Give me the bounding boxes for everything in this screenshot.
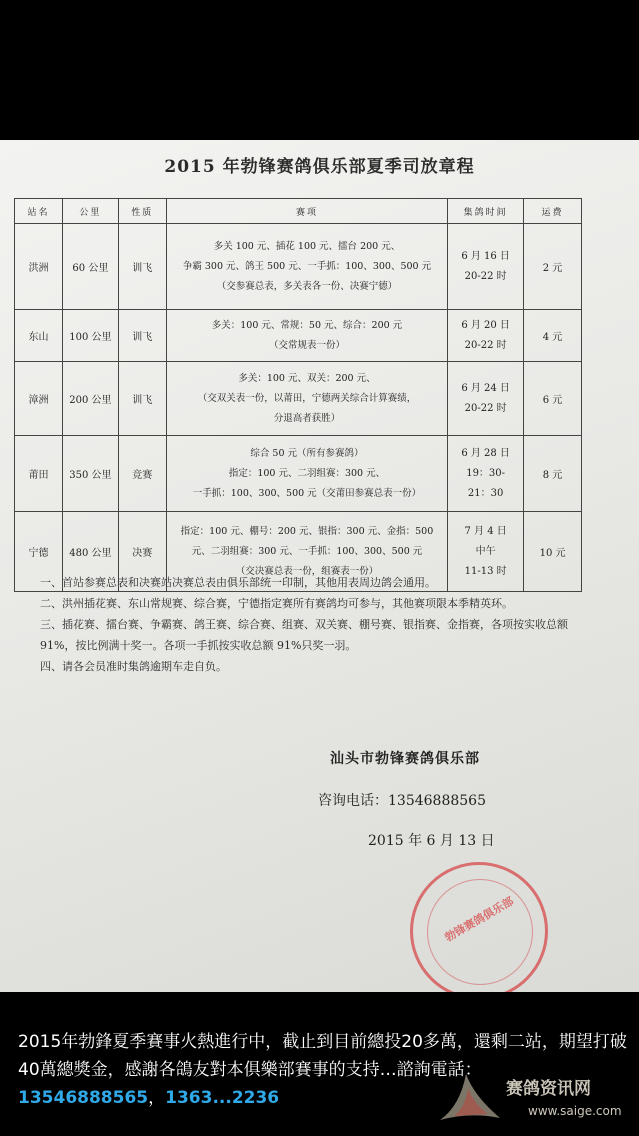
event-line: 元、二羽组赛：300 元、一手抓：100、300、500 元 (191, 545, 423, 557)
cell-type: 竞赛 (118, 436, 166, 512)
time-line: 6 月 20 日 (461, 319, 510, 331)
table-row (15, 436, 582, 512)
event-line: 指定：100 元、二羽组赛：300 元、 (228, 467, 386, 479)
cell-station: 宁德 (15, 512, 63, 592)
event-line: 多关 100 元、插花 100 元、擂台 200 元、 (213, 240, 401, 252)
cell-fee: 6 元 (524, 362, 582, 436)
cell-fee: 2 元 (524, 224, 582, 310)
header-events: 赛项 (166, 199, 447, 224)
cell-time (448, 224, 524, 310)
notes-section (40, 572, 585, 677)
document-photo (0, 140, 639, 992)
cell-type: 训飞 (118, 362, 166, 436)
event-line: 分退高者获胜） (273, 412, 341, 424)
cell-distance: 480 公里 (62, 512, 118, 592)
event-line: 争霸 300 元、鸽王 500 元、一手抓：100、300、500 元 (182, 260, 432, 272)
cell-type: 训飞 (118, 224, 166, 310)
cell-time (448, 310, 524, 362)
cell-station: 漳洲 (15, 362, 63, 436)
cell-distance: 200 公里 (62, 362, 118, 436)
cell-events (166, 310, 447, 362)
cell-time (448, 436, 524, 512)
event-line: 多关：100 元、常规：50 元、综合：200 元 (211, 319, 403, 331)
cell-distance: 60 公里 (62, 224, 118, 310)
seal-text: 勃锋赛鸽俱乐部 (442, 894, 516, 945)
time-line: 19：30- (466, 467, 506, 479)
document-title: 2015 年勃锋赛鸽俱乐部夏季司放章程 (164, 157, 475, 177)
note-item: 二、洪州插花赛、东山常规赛、综合赛，宁德指定赛所有赛鸽均可参与，其他赛项限本季精英环。 (40, 597, 513, 610)
cell-events (166, 224, 447, 310)
header-station: 站名 (15, 199, 63, 224)
watermark (430, 1066, 630, 1130)
event-line: （交双关表一份，以莆田，宁德两关综合计算赛绩， (197, 392, 417, 404)
cell-time (448, 362, 524, 436)
time-line: 20-22 时 (464, 402, 507, 414)
contact-phone: 咨询电话：13546888565 (318, 793, 486, 809)
header-distance: 公里 (62, 199, 118, 224)
cell-type: 训飞 (118, 310, 166, 362)
table-row (15, 362, 582, 436)
time-line: 6 月 24 日 (461, 382, 510, 394)
event-line: 一手抓：100、300、500 元（交莆田参赛总表一份） (192, 487, 422, 499)
cell-station: 洪洲 (15, 224, 63, 310)
header-time: 集鸽时间 (448, 199, 524, 224)
watermark-text: 赛鸽资讯网 (506, 1079, 591, 1099)
cell-fee: 8 元 (524, 436, 582, 512)
schedule-table (14, 198, 582, 592)
caption-phone-1[interactable]: 13546888565 (18, 1088, 149, 1108)
event-line: （交常规表一份） (268, 339, 345, 351)
time-line: 11-13 时 (464, 565, 507, 577)
red-seal-stamp (410, 862, 548, 992)
cell-fee: 4 元 (524, 310, 582, 362)
table-row (15, 310, 582, 362)
cell-fee: 10 元 (524, 512, 582, 592)
note-item: 一、首站参赛总表和决赛站决赛总表由俱乐部统一印制，其他用表周边鸽会通用。 (40, 576, 436, 589)
cell-station: 东山 (15, 310, 63, 362)
cell-station: 莆田 (15, 436, 63, 512)
event-line: 综合 50 元（所有参赛鸽） (250, 447, 364, 459)
time-line: 20-22 时 (464, 339, 507, 351)
cell-distance: 100 公里 (62, 310, 118, 362)
caption-body: 2015年勃鋒夏季賽事火熱進行中，截止到目前總投20多萬，還剩二站，期望打破40萬總獎金，感謝各鴿友對本俱樂部賽事的支持…諮詢電話： (18, 1032, 627, 1080)
table-header-row (15, 199, 582, 224)
time-line: 7 月 4 日 (464, 525, 507, 537)
pigeon-logo-icon (430, 1066, 510, 1130)
time-line: 20-22 时 (464, 270, 507, 282)
event-line: （交决赛总表一份，组赛表一份） (235, 565, 379, 577)
cell-type: 决赛 (118, 512, 166, 592)
time-line: 中午 (475, 545, 496, 557)
note-item: 三、插花赛、擂台赛、争霸赛、鸽王赛、综合赛、组赛、双关赛、棚号赛、银指赛、金指赛，各项按实收总额 91%，按比例满十奖一。各项一手抓按实收总额 91%只奖一羽。 (40, 618, 568, 652)
header-fee: 运费 (524, 199, 582, 224)
cell-events (166, 436, 447, 512)
watermark-url: www.saige.com (528, 1104, 622, 1118)
event-line: 指定：100 元、棚号：200 元、银指：300 元、金指：500 (180, 525, 434, 537)
header-type: 性质 (118, 199, 166, 224)
event-line: （交参赛总表，多关表各一份、决赛宁德） (216, 280, 398, 292)
cell-distance: 350 公里 (62, 436, 118, 512)
document-date: 2015 年 6 月 13 日 (368, 833, 495, 849)
time-line: 6 月 28 日 (461, 447, 510, 459)
time-line: 21：30 (467, 487, 504, 499)
event-line: 多关：100 元、双关：200 元、 (238, 372, 376, 384)
cell-events (166, 362, 447, 436)
note-item: 四、请各会员准时集鸽逾期车走自负。 (40, 660, 227, 673)
table-row (15, 224, 582, 310)
caption-separator: ， (148, 1088, 166, 1108)
club-name: 汕头市勃锋赛鸽俱乐部 (330, 751, 480, 767)
caption-phone-2[interactable]: 1363...2236 (165, 1088, 280, 1108)
time-line: 6 月 16 日 (461, 250, 510, 262)
